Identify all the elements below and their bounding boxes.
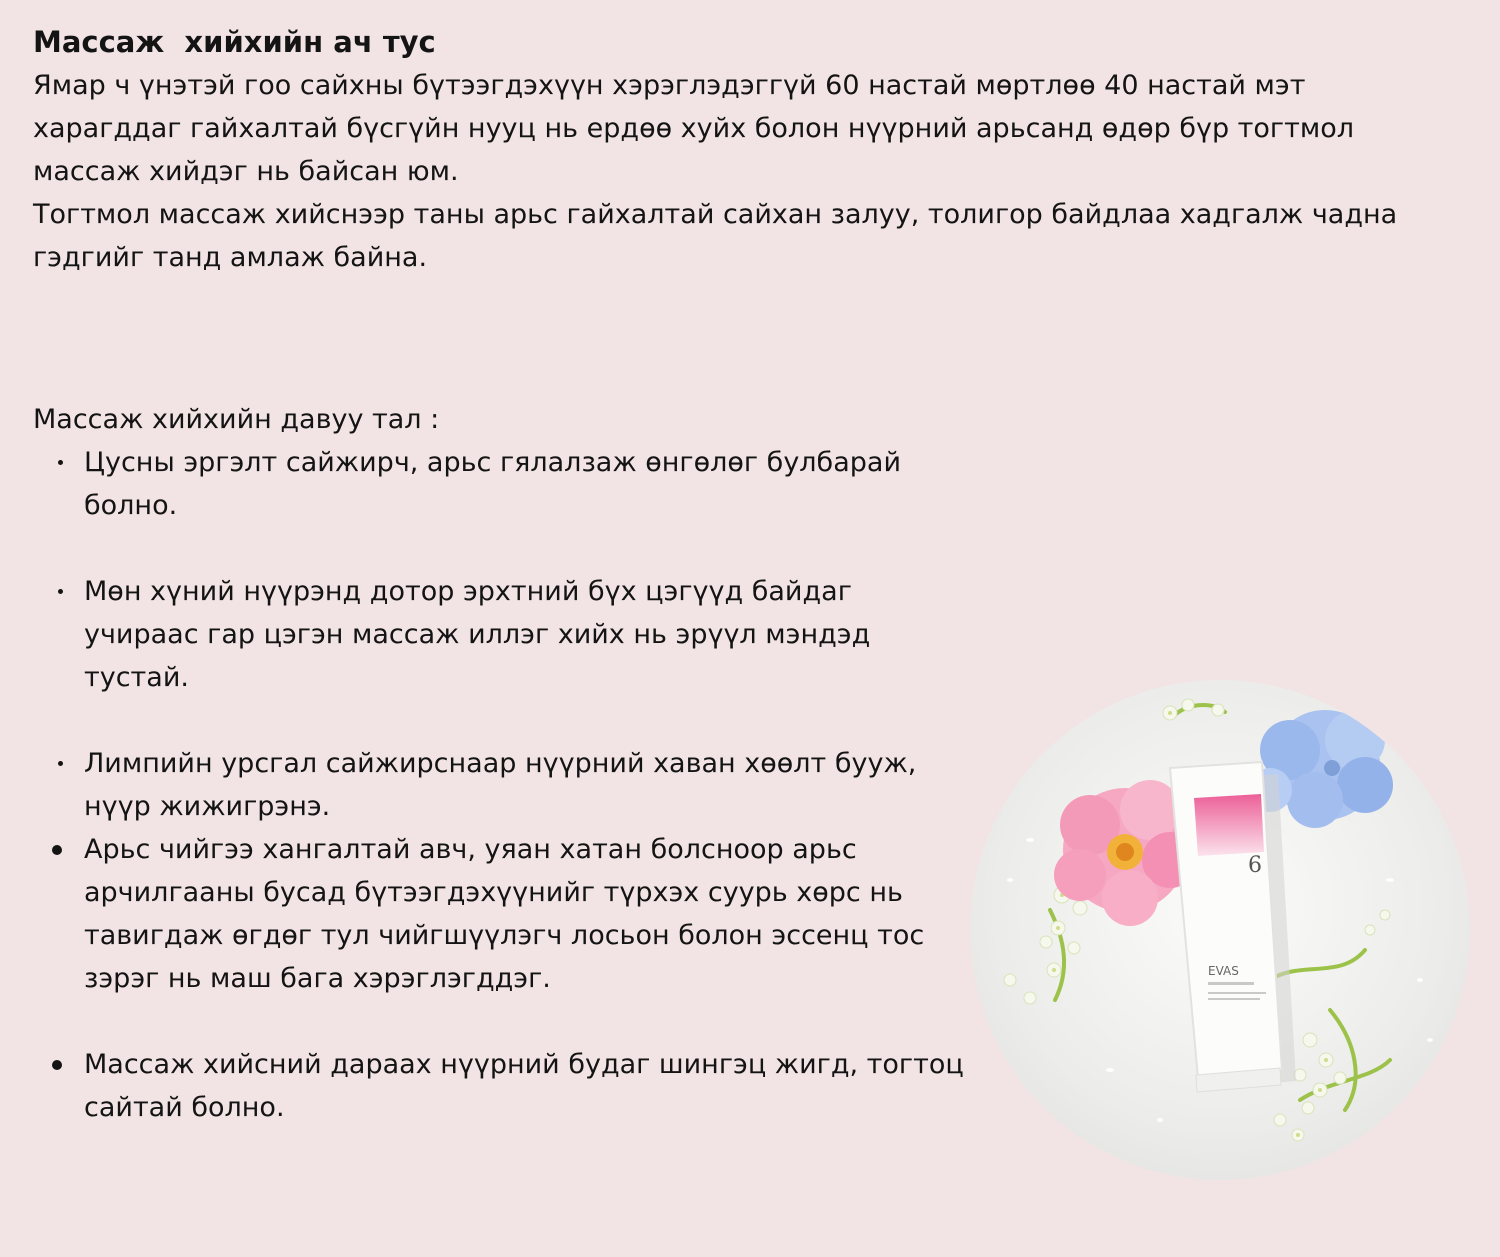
benefit-text: Массаж хийсний дараах нүүрний будаг шингэц жигд, тогтоц сайтай болно. [84,1049,964,1123]
benefits-heading: Массаж хийхийн давуу тал : [33,404,440,435]
article [33,20,1473,279]
product-tube [1170,762,1282,1092]
benefit-item [33,1043,973,1129]
bullet-icon [58,460,63,465]
benefit-item [33,742,973,828]
product-illustration [970,680,1470,1180]
bullet-icon [52,1060,62,1070]
label-number: 6 [1248,853,1262,878]
article-title: Массаж хийхийн ач тус [33,25,436,59]
benefit-item [33,570,973,699]
benefit-text: Цусны эргэлт сайжирч, арьс гялалзаж өнгөлөг булбарай болно. [84,447,901,521]
benefit-item [33,828,973,1000]
bullet-icon [58,761,63,766]
benefit-item [33,441,973,527]
benefit-text: Лимпийн урсгал сайжирснаар нүүрний хаван хөөлт бууж, нүүр жижигрэнэ. [84,748,917,822]
bullet-icon [52,845,62,855]
benefit-text: Мөн хүний нүүрэнд дотор эрхтний бүх цэгүүд байдаг учираас гар цэгэн массаж иллэг хийх нь эрүүл мэндэд тустай. [84,576,871,693]
benefit-text: Арьс чийгээ хангалтай авч, уяан хатан болсноор арьс арчилгааны бусад бүтээгдэхүүнийг түрхэх суурь хөрс нь тавигдаж өгдөг тул чийгшүүлэгч лосьон болон эссенц тос зэрэг нь маш бага хэрэглэгддэг. [84,834,925,994]
bullet-icon [58,589,63,594]
intro-paragraph: Ямар ч үнэтэй гоо сайхны бүтээгдэхүүн хэрэглэдэггүй 60 настай мөртлөө 40 настай мэт харагддаг гайхалтай бүсгүйн нууц нь ердөө хуйх болон нүүрний арьсанд өдөр бүр тогтмол массаж хийдэг нь байсан юм. [33,70,1354,187]
brand-logo: EVAS [1208,964,1239,978]
product-photo [970,680,1470,1180]
benefits-list [33,441,973,1129]
promise-paragraph: Тогтмол массаж хийснээр таны арьс гайхалтай сайхан залуу, толигор байдлаа хадгалж чадна гэдгийг танд амлаж байна. [33,199,1398,273]
